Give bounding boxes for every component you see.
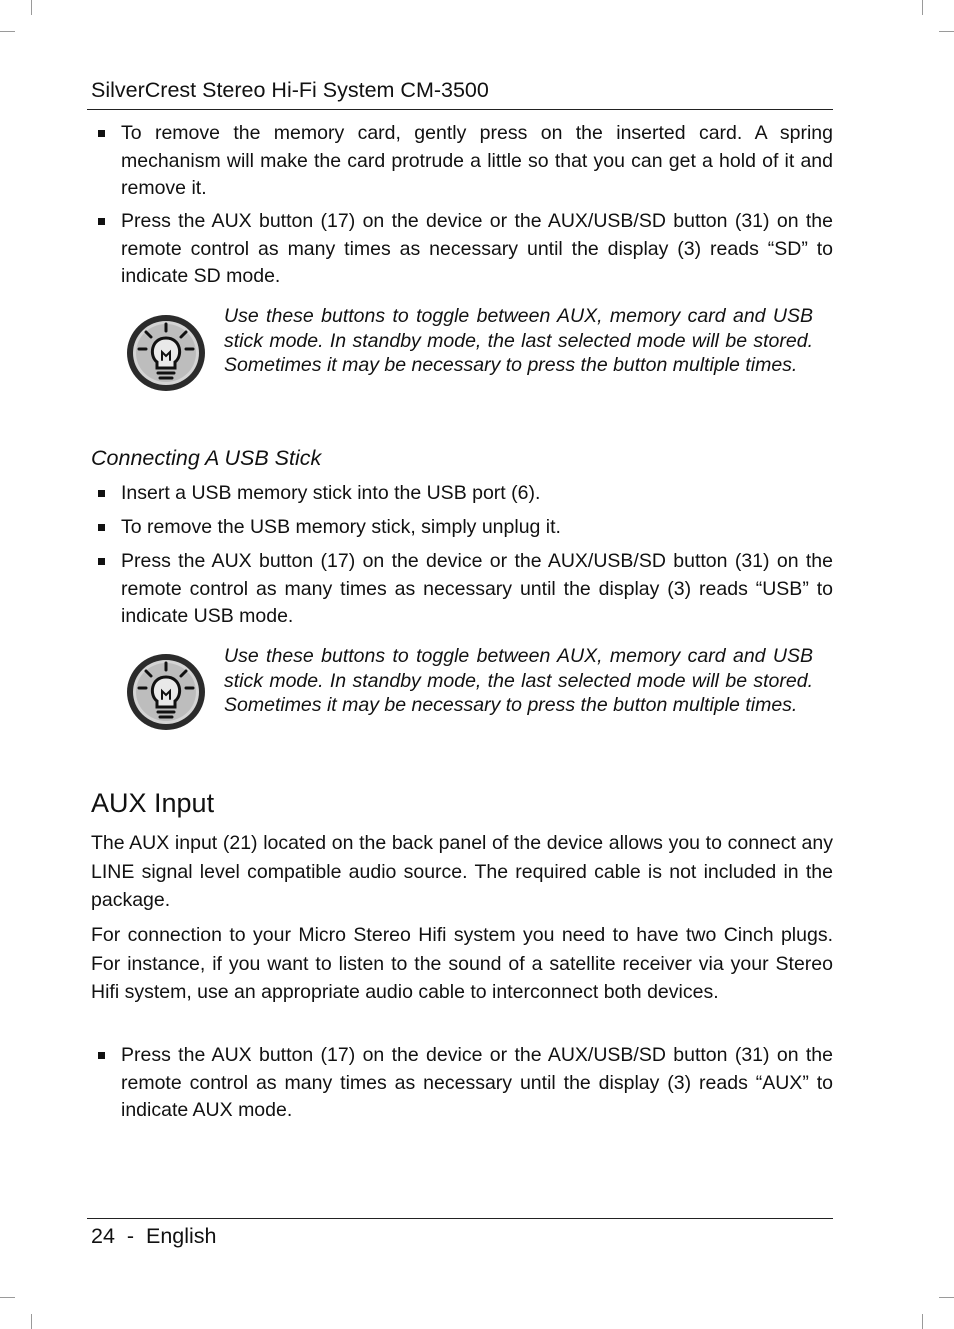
header-rule xyxy=(87,109,833,110)
page-footer xyxy=(91,1223,217,1249)
bullet-item: Insert a USB memory stick into the USB port (6). xyxy=(121,482,541,504)
footer-rule xyxy=(87,1218,833,1219)
bullet-marker xyxy=(98,490,105,497)
page-header-title: SilverCrest Stereo Hi-Fi System CM-3500 xyxy=(91,78,489,102)
bullet-marker xyxy=(98,130,105,137)
bullet-item: Press the AUX button (17) on the device or the AUX/USB/SD button (31) on the remote control as many times as necessary until the display (3) reads “USB” to indicate USB mode. xyxy=(121,550,833,627)
footer-separator: - xyxy=(126,1224,135,1248)
crop-mark xyxy=(0,1297,15,1298)
crop-mark xyxy=(939,31,954,32)
lightbulb-icon xyxy=(125,651,209,733)
body-paragraph: For connection to your Micro Stereo Hifi system you need to have two Cinch plugs. For instance, if you want to listen to the sound of a satellite receiver via your Stereo Hifi system, use an appropriate audio cable to interconnect both devices. xyxy=(91,924,833,1003)
crop-mark xyxy=(31,1314,32,1329)
bullet-item: To remove the memory card, gently press on the inserted card. A spring mechanism will make the card protrude a little so that you can get a hold of it and remove it. xyxy=(121,122,833,199)
crop-mark xyxy=(0,31,15,32)
crop-mark xyxy=(939,1297,954,1298)
page-number: 24 xyxy=(91,1224,115,1248)
bullet-marker xyxy=(98,218,105,225)
section-heading-aux: AUX Input xyxy=(91,788,215,818)
tip-note: Use these buttons to toggle between AUX, memory card and USB stick mode. In standby mode, the last selected mode will be stored. Sometimes it may be necessary to press the button multiple times. xyxy=(224,305,813,377)
crop-mark xyxy=(31,0,32,15)
bullet-marker xyxy=(98,524,105,531)
section-heading-usb: Connecting A USB Stick xyxy=(91,446,322,470)
bullet-marker xyxy=(98,558,105,565)
bullet-item: To remove the USB memory stick, simply unplug it. xyxy=(121,516,561,538)
tip-note: Use these buttons to toggle between AUX, memory card and USB stick mode. In standby mode, the last selected mode will be stored. Sometimes it may be necessary to press the button multiple times. xyxy=(224,645,813,717)
crop-mark xyxy=(922,0,923,15)
crop-mark xyxy=(922,1314,923,1329)
body-paragraph: The AUX input (21) located on the back panel of the device allows you to connect any LINE signal level compatible audio source. The required cable is not included in the package. xyxy=(91,832,833,911)
bullet-marker xyxy=(98,1052,105,1059)
bullet-item: Press the AUX button (17) on the device or the AUX/USB/SD button (31) on the remote control as many times as necessary until the display (3) reads “AUX” to indicate AUX mode. xyxy=(121,1044,833,1121)
lightbulb-icon xyxy=(125,312,209,394)
bullet-item: Press the AUX button (17) on the device or the AUX/USB/SD button (31) on the remote control as many times as necessary until the display (3) reads “SD” to indicate SD mode. xyxy=(121,210,833,287)
footer-language: English xyxy=(146,1224,217,1248)
